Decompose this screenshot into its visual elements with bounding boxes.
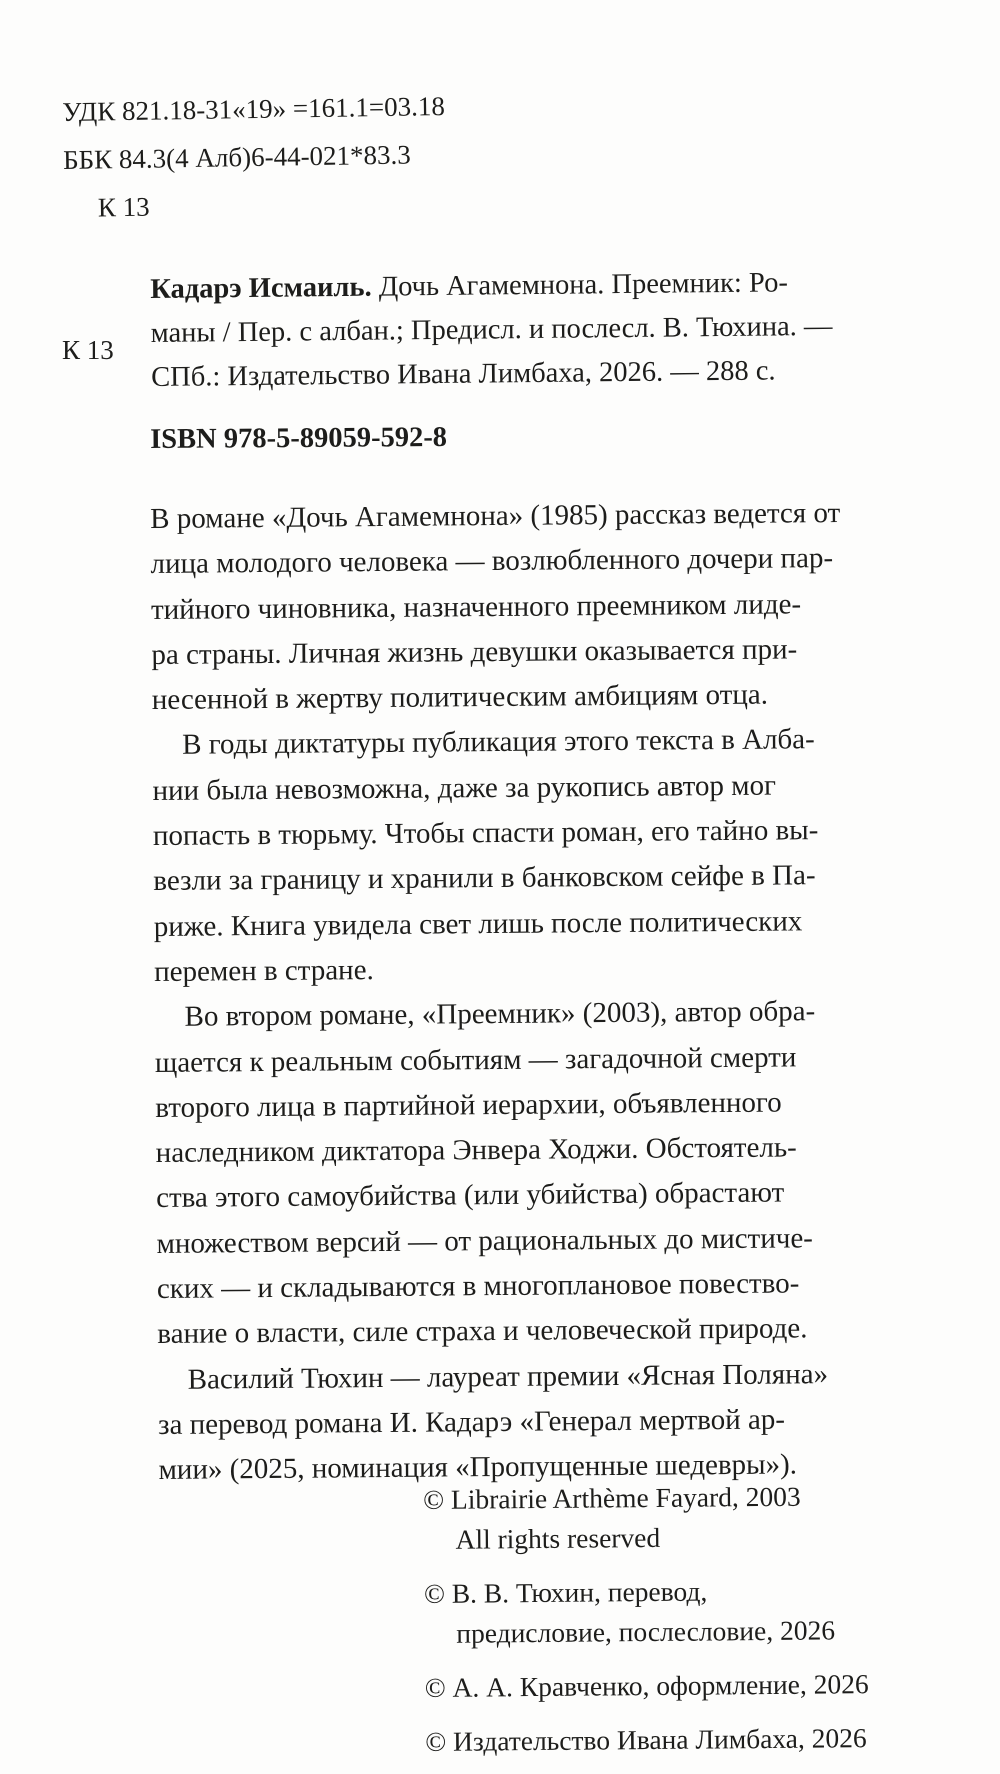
annotation-line: ства этого самоубийства (или убийства) обрастают [155, 1176, 785, 1215]
copyright-notices [423, 1476, 869, 1762]
annotation-line: нии была невозможна, даже за рукопись автор мог [152, 769, 777, 807]
annotation-line: тийного чиновника, назначенного преемником лиде- [150, 587, 802, 626]
copyright-design: © А. А. Кравченко, оформление, 2026 [424, 1668, 869, 1703]
annotation-line: щается к реальным событиям — загадочной смерти [154, 1040, 797, 1079]
annotation-line: Во втором романе, «Преемник» (2003), автор обра- [184, 995, 816, 1033]
biblio-line-2: маны / Пер. с албан.; Предисл. и послесл. В. Тюхина. — [150, 310, 833, 349]
biblio-line-1 [150, 260, 910, 312]
annotation-line: множеством версий — от рациональных до мистиче- [156, 1221, 814, 1260]
copyright-publisher: © Издательство Ивана Лимбаха, 2026 [425, 1722, 867, 1757]
annotation-paragraph-1 [150, 490, 932, 723]
copyright-translator-cont: предисловие, послесловие, 2026 [456, 1614, 836, 1649]
bbk-code: ББК 84.3(4 Алб)6-44-021*83.3 [62, 139, 412, 175]
rights-reserved: All rights reserved [455, 1521, 661, 1555]
annotation-line: Василий Тюхин — лауреат премии «Ясная Поляна» [187, 1357, 829, 1396]
annotation-line: В романе «Дочь Агамемнона» (1985) рассказ ведется от [150, 496, 841, 535]
classification-codes [62, 82, 447, 232]
annotation-line: лица молодого человека — возлюбленного дочери пар- [150, 542, 834, 581]
annotation-line: риже. Книга увидела свет лишь после политических [153, 904, 803, 943]
annotation-line: перемен в стране. [154, 954, 374, 988]
annotation-paragraph-4 [158, 1351, 939, 1494]
annotation-paragraph-3 [154, 988, 937, 1357]
udk-code: УДК 821.18-31«19» =161.1=03.18 [62, 90, 446, 127]
annotation-line: ских — и складываются в многоплановое повество- [156, 1267, 800, 1306]
annotation [150, 490, 939, 1493]
author-mark: К 13 [97, 191, 150, 223]
copyright-translator: © В. В. Тюхин, перевод, [423, 1575, 708, 1609]
copyright-fayard: © Librairie Arthème Fayard, 2003 [423, 1480, 801, 1515]
annotation-line: вание о власти, силе страха и человеческой природе. [157, 1312, 808, 1351]
annotation-line: В годы диктатуры публикация этого текста в Алба- [182, 723, 815, 762]
annotation-line: везли за границу и хранили в банковском сейфе в Па- [153, 859, 816, 898]
annotation-line: наследником диктатора Энвера Ходжи. Обстоятель- [155, 1131, 797, 1170]
biblio-line-3: СПб.: Издательство Ивана Лимбаха, 2026. — 288 с. [150, 355, 776, 393]
side-author-mark: К 13 [62, 335, 114, 365]
annotation-line: мии» (2025, номинация «Пропущенные шедевры»). [158, 1448, 798, 1487]
bibliographic-record [150, 260, 911, 400]
isbn: ISBN 978-5-89059-592-8 [150, 421, 448, 455]
annotation-paragraph-2 [152, 717, 934, 996]
biblio-title: Дочь Агамемнона. Преемник: Ро- [371, 267, 789, 303]
annotation-line: второго лица в партийной иерархии, объявленного [155, 1086, 782, 1124]
annotation-line: попасть в тюрьму. Чтобы спасти роман, его тайно вы- [152, 814, 819, 853]
annotation-line: ра страны. Личная жизнь девушки оказывается при- [151, 633, 798, 671]
annotation-line: несенной в жертву политическим амбициям отца. [151, 678, 769, 717]
annotation-line: за перевод романа И. Кадарэ «Генерал мертвой ар- [157, 1403, 786, 1441]
biblio-author: Кадарэ Исмаиль. [150, 271, 372, 305]
